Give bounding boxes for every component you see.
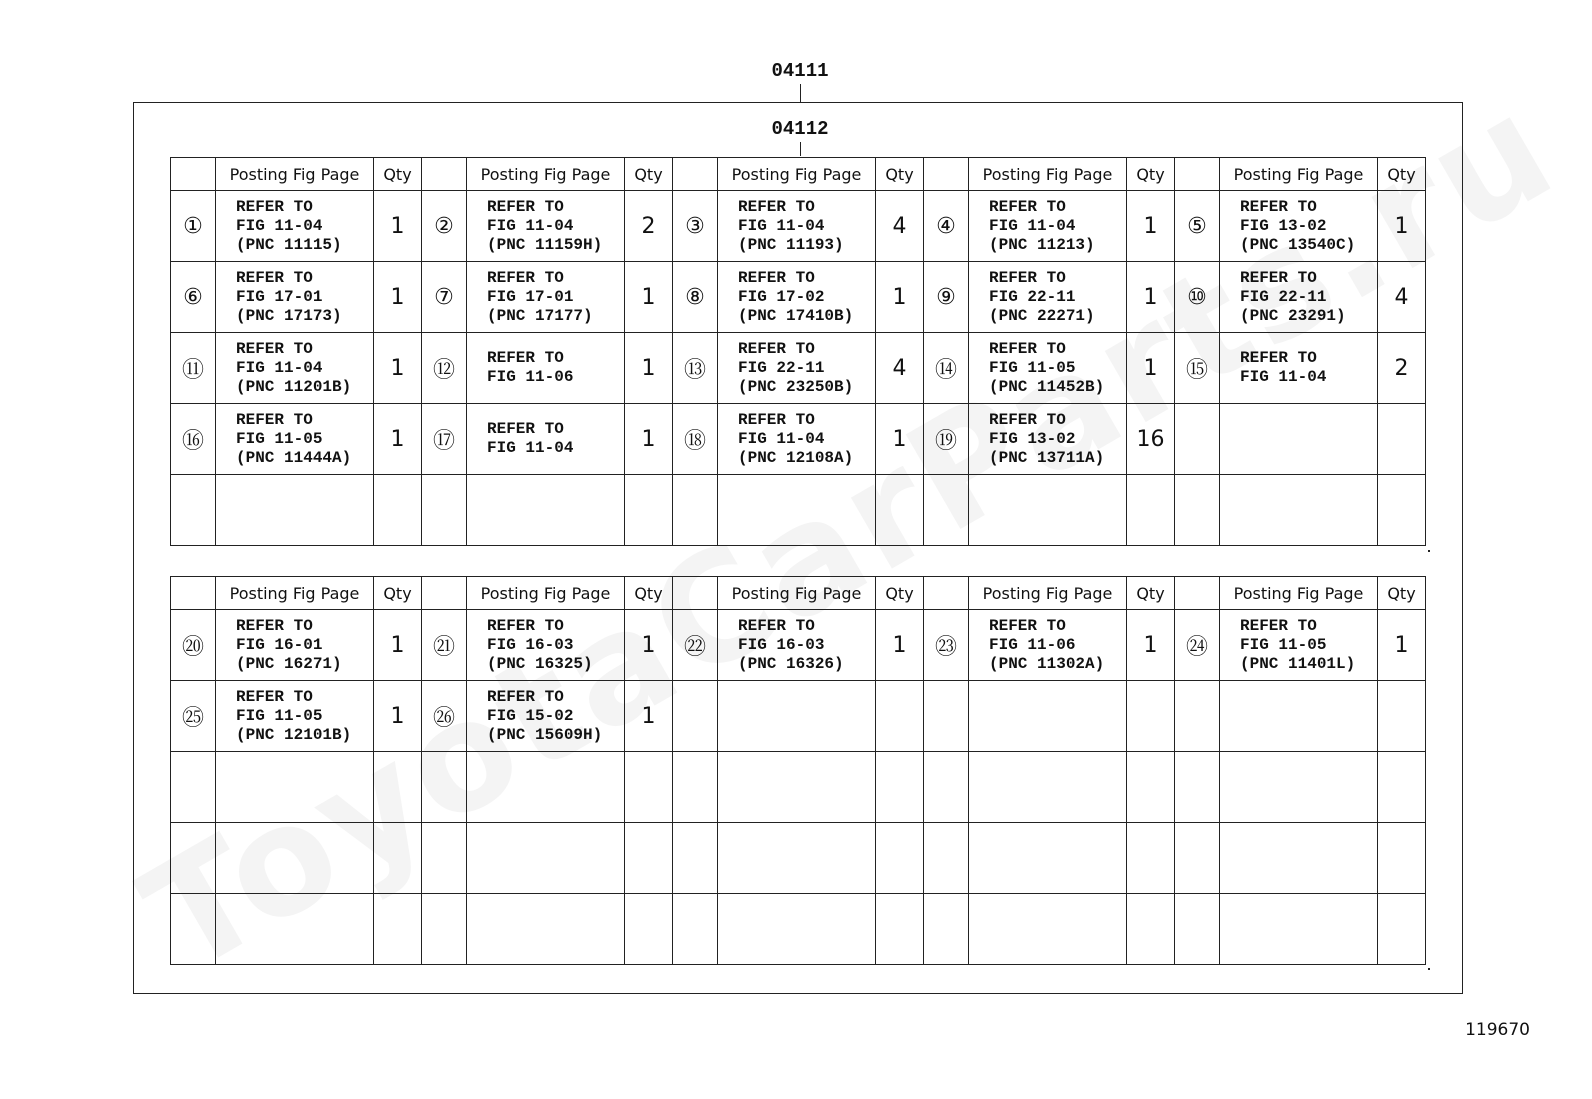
posting-reference: REFER TO FIG 16-03 (PNC 16326) — [718, 610, 876, 681]
item-index — [1175, 681, 1220, 752]
quantity: 1 — [625, 610, 673, 681]
quantity: 1 — [374, 333, 422, 404]
index-header — [1175, 158, 1220, 191]
posting-reference — [1220, 475, 1378, 546]
posting-reference — [718, 823, 876, 894]
posting-reference: REFER TO FIG 11-05 (PNC 12101B) — [216, 681, 374, 752]
posting-reference — [1220, 404, 1378, 475]
quantity — [1127, 894, 1175, 965]
qty-header: Qty — [625, 158, 673, 191]
item-index: ⑳ — [171, 610, 216, 681]
item-index: ⑰ — [422, 404, 467, 475]
posting-reference — [216, 823, 374, 894]
table-row — [171, 262, 1426, 333]
item-index: ㉓ — [924, 610, 969, 681]
qty-header: Qty — [1378, 158, 1426, 191]
qty-header: Qty — [374, 577, 422, 610]
item-index — [171, 823, 216, 894]
item-index: ⑱ — [673, 404, 718, 475]
table-header-row — [171, 158, 1426, 191]
posting-reference — [467, 475, 625, 546]
qty-header: Qty — [1127, 577, 1175, 610]
posting-reference: REFER TO FIG 11-04 (PNC 11193) — [718, 191, 876, 262]
posting-reference: REFER TO FIG 13-02 (PNC 13540C) — [1220, 191, 1378, 262]
posting-reference: REFER TO FIG 11-05 (PNC 11444A) — [216, 404, 374, 475]
item-index — [1175, 404, 1220, 475]
posting-reference: REFER TO FIG 11-04 (PNC 11115) — [216, 191, 374, 262]
reference-table-2 — [170, 576, 1426, 965]
item-index: ⑧ — [673, 262, 718, 333]
posting-reference: REFER TO FIG 11-05 (PNC 11401L) — [1220, 610, 1378, 681]
posting-reference — [969, 752, 1127, 823]
index-header — [924, 577, 969, 610]
posting-reference: REFER TO FIG 22-11 (PNC 23250B) — [718, 333, 876, 404]
quantity: 1 — [625, 262, 673, 333]
posting-header: Posting Fig Page — [1220, 577, 1378, 610]
item-index: ㉖ — [422, 681, 467, 752]
quantity: 1 — [625, 681, 673, 752]
posting-reference: REFER TO FIG 11-06 — [467, 333, 625, 404]
quantity: 1 — [374, 610, 422, 681]
item-index: ⑦ — [422, 262, 467, 333]
quantity: 1 — [876, 610, 924, 681]
quantity: 16 — [1127, 404, 1175, 475]
quantity — [1127, 823, 1175, 894]
posting-header: Posting Fig Page — [718, 577, 876, 610]
posting-reference: REFER TO FIG 22-11 (PNC 22271) — [969, 262, 1127, 333]
item-index: ⑭ — [924, 333, 969, 404]
quantity: 4 — [876, 333, 924, 404]
quantity: 1 — [876, 262, 924, 333]
item-index: ① — [171, 191, 216, 262]
item-index: ⑪ — [171, 333, 216, 404]
table-row — [171, 404, 1426, 475]
table-row — [171, 752, 1426, 823]
item-index — [924, 752, 969, 823]
item-index: ⑬ — [673, 333, 718, 404]
posting-header: Posting Fig Page — [216, 158, 374, 191]
posting-header: Posting Fig Page — [718, 158, 876, 191]
item-index — [673, 475, 718, 546]
index-header — [1175, 577, 1220, 610]
posting-reference — [467, 894, 625, 965]
quantity — [374, 752, 422, 823]
subassembly-label: 04112 — [771, 118, 829, 140]
item-index: ㉕ — [171, 681, 216, 752]
item-index: ㉒ — [673, 610, 718, 681]
posting-reference: REFER TO FIG 11-04 (PNC 12108A) — [718, 404, 876, 475]
posting-reference — [1220, 681, 1378, 752]
posting-reference: REFER TO FIG 17-01 (PNC 17177) — [467, 262, 625, 333]
posting-header: Posting Fig Page — [969, 158, 1127, 191]
quantity — [1378, 823, 1426, 894]
posting-reference: REFER TO FIG 11-05 (PNC 11452B) — [969, 333, 1127, 404]
quantity: 1 — [1127, 191, 1175, 262]
posting-reference — [467, 823, 625, 894]
quantity — [1127, 475, 1175, 546]
quantity — [625, 475, 673, 546]
quantity: 1 — [374, 262, 422, 333]
quantity: 1 — [876, 404, 924, 475]
posting-reference: REFER TO FIG 16-01 (PNC 16271) — [216, 610, 374, 681]
table-row — [171, 475, 1426, 546]
item-index — [422, 894, 467, 965]
posting-header: Posting Fig Page — [969, 577, 1127, 610]
posting-reference — [969, 894, 1127, 965]
table-row — [171, 894, 1426, 965]
qty-header: Qty — [876, 158, 924, 191]
posting-reference — [1220, 894, 1378, 965]
posting-reference — [718, 752, 876, 823]
reference-table-1 — [170, 157, 1426, 546]
posting-header: Posting Fig Page — [1220, 158, 1378, 191]
posting-reference — [216, 475, 374, 546]
qty-header: Qty — [374, 158, 422, 191]
table-row — [171, 610, 1426, 681]
quantity: 2 — [625, 191, 673, 262]
posting-reference: REFER TO FIG 15-02 (PNC 15609H) — [467, 681, 625, 752]
item-index — [422, 475, 467, 546]
table-row — [171, 191, 1426, 262]
posting-reference: REFER TO FIG 11-04 (PNC 11201B) — [216, 333, 374, 404]
item-index — [1175, 823, 1220, 894]
quantity: 1 — [625, 404, 673, 475]
item-index — [422, 823, 467, 894]
item-index — [673, 894, 718, 965]
quantity — [374, 475, 422, 546]
posting-reference — [969, 475, 1127, 546]
posting-reference — [216, 752, 374, 823]
index-header — [422, 158, 467, 191]
subassembly-leader-line — [800, 142, 801, 156]
item-index — [422, 752, 467, 823]
quantity — [1378, 894, 1426, 965]
quantity — [625, 752, 673, 823]
item-index: ⑮ — [1175, 333, 1220, 404]
quantity: 1 — [374, 404, 422, 475]
qty-header: Qty — [1127, 158, 1175, 191]
index-header — [673, 577, 718, 610]
posting-reference — [467, 752, 625, 823]
item-index — [673, 752, 718, 823]
quantity — [876, 681, 924, 752]
item-index — [673, 681, 718, 752]
item-index: ⑤ — [1175, 191, 1220, 262]
corner-dot — [1428, 550, 1430, 552]
illustration-number: 119670 — [1465, 1020, 1530, 1040]
quantity — [625, 894, 673, 965]
quantity — [876, 823, 924, 894]
posting-reference: REFER TO FIG 11-04 (PNC 11213) — [969, 191, 1127, 262]
index-header — [422, 577, 467, 610]
table-row — [171, 333, 1426, 404]
quantity — [1127, 752, 1175, 823]
quantity: 1 — [1127, 333, 1175, 404]
index-header — [171, 577, 216, 610]
posting-reference: REFER TO FIG 11-04 — [467, 404, 625, 475]
index-header — [673, 158, 718, 191]
item-index — [924, 681, 969, 752]
item-index: ② — [422, 191, 467, 262]
quantity: 1 — [374, 191, 422, 262]
item-index: ⑨ — [924, 262, 969, 333]
qty-header: Qty — [876, 577, 924, 610]
qty-header: Qty — [1378, 577, 1426, 610]
quantity — [876, 475, 924, 546]
quantity — [1378, 752, 1426, 823]
index-header — [171, 158, 216, 191]
posting-reference — [718, 681, 876, 752]
quantity — [1378, 681, 1426, 752]
posting-reference: REFER TO FIG 11-04 — [1220, 333, 1378, 404]
quantity: 2 — [1378, 333, 1426, 404]
posting-header: Posting Fig Page — [467, 158, 625, 191]
quantity — [1378, 404, 1426, 475]
item-index — [171, 894, 216, 965]
posting-reference — [1220, 823, 1378, 894]
quantity: 1 — [1127, 610, 1175, 681]
quantity: 1 — [1378, 610, 1426, 681]
quantity: 1 — [1127, 262, 1175, 333]
table-row — [171, 681, 1426, 752]
quantity — [1127, 681, 1175, 752]
item-index — [171, 475, 216, 546]
posting-reference: REFER TO FIG 17-01 (PNC 17173) — [216, 262, 374, 333]
item-index: ㉔ — [1175, 610, 1220, 681]
assembly-leader-line — [800, 84, 801, 102]
item-index — [171, 752, 216, 823]
quantity — [625, 823, 673, 894]
table-header-row — [171, 577, 1426, 610]
posting-reference: REFER TO FIG 11-06 (PNC 11302A) — [969, 610, 1127, 681]
posting-reference — [969, 823, 1127, 894]
quantity — [1378, 475, 1426, 546]
quantity: 1 — [625, 333, 673, 404]
item-index: ⑲ — [924, 404, 969, 475]
corner-dot — [1428, 968, 1430, 970]
index-header — [924, 158, 969, 191]
posting-reference — [216, 894, 374, 965]
item-index: ③ — [673, 191, 718, 262]
quantity: 4 — [876, 191, 924, 262]
item-index: ⑩ — [1175, 262, 1220, 333]
quantity: 1 — [374, 681, 422, 752]
item-index: ⑯ — [171, 404, 216, 475]
table-row — [171, 823, 1426, 894]
quantity: 1 — [1378, 191, 1426, 262]
quantity — [876, 752, 924, 823]
item-index — [924, 475, 969, 546]
item-index: ⑫ — [422, 333, 467, 404]
posting-reference: REFER TO FIG 17-02 (PNC 17410B) — [718, 262, 876, 333]
posting-reference — [718, 475, 876, 546]
posting-reference: REFER TO FIG 11-04 (PNC 11159H) — [467, 191, 625, 262]
item-index: ④ — [924, 191, 969, 262]
item-index — [1175, 475, 1220, 546]
item-index — [924, 894, 969, 965]
quantity — [876, 894, 924, 965]
quantity — [374, 894, 422, 965]
assembly-label: 04111 — [771, 60, 829, 82]
item-index — [673, 823, 718, 894]
posting-reference: REFER TO FIG 22-11 (PNC 23291) — [1220, 262, 1378, 333]
qty-header: Qty — [625, 577, 673, 610]
quantity — [374, 823, 422, 894]
item-index — [1175, 752, 1220, 823]
posting-reference — [969, 681, 1127, 752]
item-index — [1175, 894, 1220, 965]
posting-reference: REFER TO FIG 16-03 (PNC 16325) — [467, 610, 625, 681]
posting-reference — [718, 894, 876, 965]
item-index: ㉑ — [422, 610, 467, 681]
posting-reference: REFER TO FIG 13-02 (PNC 13711A) — [969, 404, 1127, 475]
posting-reference — [1220, 752, 1378, 823]
posting-header: Posting Fig Page — [467, 577, 625, 610]
posting-header: Posting Fig Page — [216, 577, 374, 610]
item-index — [924, 823, 969, 894]
item-index: ⑥ — [171, 262, 216, 333]
quantity: 4 — [1378, 262, 1426, 333]
